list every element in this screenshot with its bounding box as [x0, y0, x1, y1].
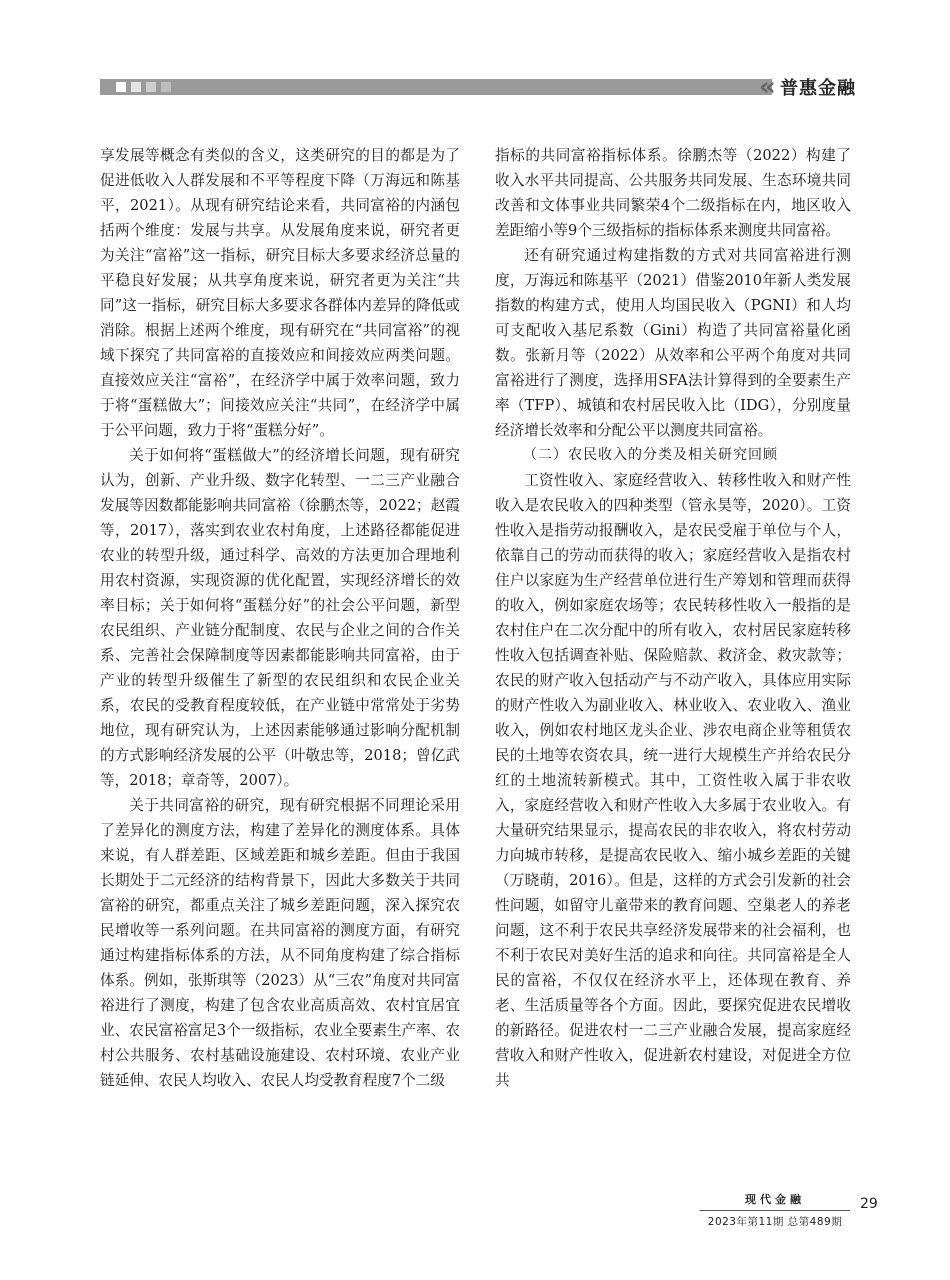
page-number: 29: [860, 1196, 878, 1212]
footer: [700, 1191, 850, 1229]
header-square: [131, 82, 141, 92]
paragraph: 指标的共同富裕指标体系。徐鹏杰等（2022）构建了收入水平共同提高、公共服务共同发展、生态环境共同改善和文体事业共同繁荣4个二级指标在内，地区收入差距缩小等9个三级指标的指标体系来测度共同富裕。: [495, 147, 851, 239]
left-column: [100, 143, 460, 1093]
header-square: [116, 82, 126, 92]
paragraph: 工资性收入、家庭经营收入、转移性收入和财产性收入是农民收入的四种类型（管永昊等，2020）。工资性收入是指劳动报酬收入，是农民受雇于单位与个人，依靠自己的劳动而获得的收入；家庭经营收入是指农村住户以家庭为生产经营单位进行生产筹划和管理而获得的收入，例如家庭农场等；农民转移性收入一般指的是农村住户在二次分配中的所有收入，农村居民家庭转移性收入包括调查补贴、保险赔款、救济金、救灾款等；农民的财产收入包括动产与不动产收入，具体应用实际的财产性收入为副业收入、林业收入、农业收入、渔业收入，例如农村地区龙头企业、涉农电商企业等租赁农民的土地等农资农具，统一进行大规模生产并给农民分红的土地流转新模式。其中，工资性收入属于非农收入，家庭经营收入和财产性收入大多属于农业收入。有大量研究结果显示，提高农民的非农收入，将农村劳动力向城市转移，是提高农民收入、缩小城乡差距的关键（万晓萌，2016）。但是，这样的方式会引发新的社会性问题，如留守儿童带来的教育问题、空巢老人的养老问题，这不利于农民共享经济发展带来的社会福利，也不利于农民对美好生活的追求和向往。共同富裕是全人民的富裕，不仅仅在经济水平上，还体现在教育、养老、生活质量等各个方面。因此，要探究促进农民增收的新路径。促进农村一二三产业融合发展，提高家庭经营收入和财产性收入，促进新农村建设，对促进全方位共: [495, 472, 851, 1089]
header-decoration-squares: [116, 82, 171, 92]
journal-name: 现代金融: [745, 1193, 805, 1206]
right-column: [495, 143, 851, 1093]
header-bar: [100, 79, 772, 95]
header-square: [161, 82, 171, 92]
footer-divider: [700, 1210, 850, 1211]
paragraph: 还有研究通过构建指数的方式对共同富裕进行测度，万海远和陈基平（2021）借鉴2010年新人类发展指数的构建方式，使用人均国民收入（PGNI）和人均可支配收入基尼系数（Gini）构造了共同富裕量化函数。张新月等（2022）从效率和公平两个角度对共同富裕进行了测度，选择用SFA法计算得到的全要素生产率（TFP）、城镇和农村居民收入比（IDG），分别度量经济增长效率和分配公平以测度共同富裕。: [495, 247, 851, 439]
section-title: 普惠金融: [780, 78, 856, 99]
double-chevron-icon: «: [759, 72, 776, 102]
issue-info: 2023年第11期 总第489期: [707, 1216, 843, 1228]
paragraph: 关于共同富裕的研究，现有研究根据不同理论采用了差异化的测度方法，构建了差异化的测度体系。具体来说，有人群差距、区域差距和城乡差距。但由于我国长期处于二元经济的结构背景下，因此大多数关于共同富裕的研究，都重点关注了城乡差距问题，深入探究农民增收等一系列问题。在共同富裕的测度方面，有研究通过构建指标体系的方法，从不同角度构建了综合指标体系。例如，张斯琪等（2023）从“三农”角度对共同富裕进行了测度，构建了包含农业高质高效、农村宜居宜业、农民富裕富足3个一级指标，农业全要素生产率、农村公共服务、农村基础设施建设、农村环境、农业产业链延伸、农民人均收入、农民人均受教育程度7个二级: [100, 797, 460, 1089]
paragraph: 享发展等概念有类似的含义，这类研究的目的都是为了促进低收入人群发展和不平等程度下降（万海远和陈基平，2021）。从现有研究结论来看，共同富裕的内涵包括两个维度：发展与共享。从发展角度来说，研究者更为关注“富裕”这一指标，研究目标大多要求经济总量的平稳良好发展；从共享角度来说，研究者更为关注“共同”这一指标，研究目标大多要求各群体内差异的降低或消除。根据上述两个维度，现有研究在“共同富裕”的视域下探究了共同富裕的直接效应和间接效应两类问题。直接效应关注“富裕”，在经济学中属于效率问题，致力于将“蛋糕做大”；间接效应关注“共同”，在经济学中属于公平问题，致力于将“蛋糕分好”。: [100, 147, 460, 439]
paragraph: 关于如何将“蛋糕做大”的经济增长问题，现有研究认为，创新、产业升级、数字化转型、一二三产业融合发展等因数都能影响共同富裕（徐鹏杰等，2022；赵霞等，2017），落实到农业农村角度，上述路径都能促进农业的转型升级，通过科学、高效的方法更加合理地利用农村资源，实现资源的优化配置，实现经济增长的效率目标；关于如何将“蛋糕分好”的社会公平问题，新型农民组织、产业链分配制度、农民与企业之间的合作关系、完善社会保障制度等因素都能影响共同富裕，由于产业的转型升级催生了新型的农民组织和农民企业关系，农民的受教育程度较低，在产业链中常常处于劣势地位，现有研究认为，上述因素能够通过影响分配机制的方式影响经济发展的公平（叶敬忠等，2018；曾亿武等，2018；章奇等，2007）。: [100, 447, 460, 789]
subsection-heading: （二）农民收入的分类及相关研究回顾: [523, 447, 778, 463]
header-square: [146, 82, 156, 92]
